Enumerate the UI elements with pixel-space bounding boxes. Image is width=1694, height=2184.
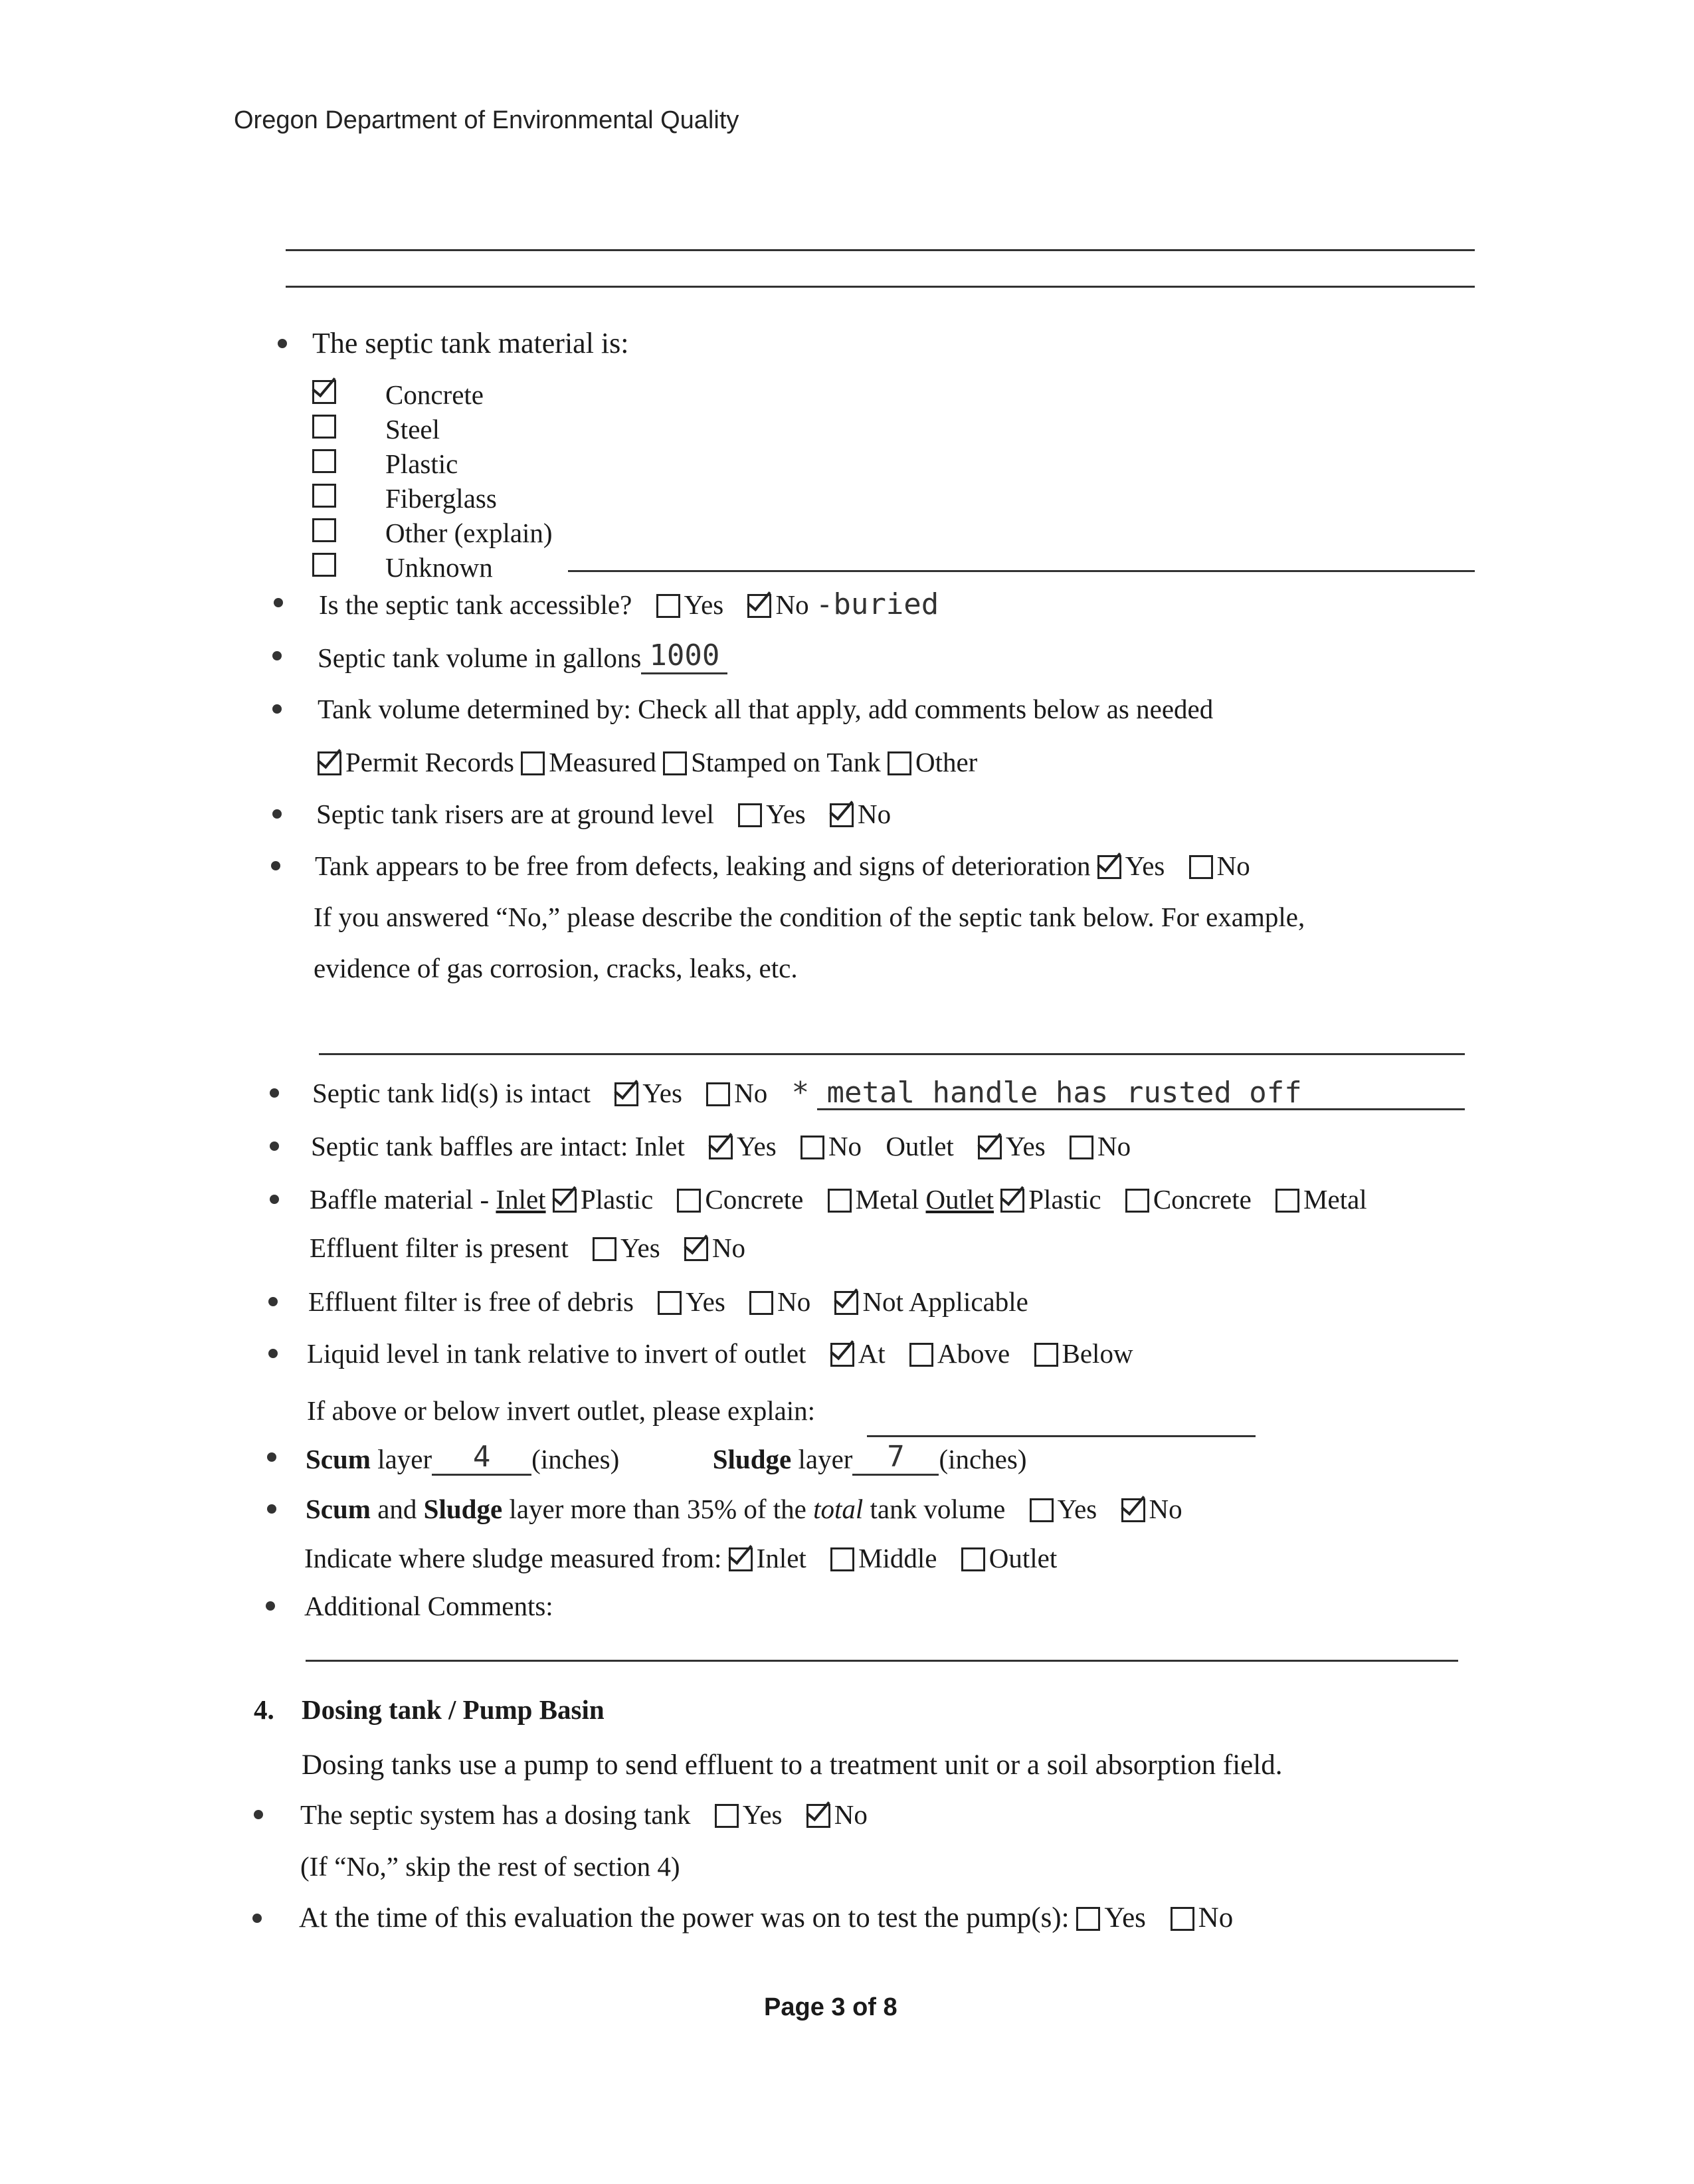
accessible-yes-checkbox[interactable]: [656, 594, 680, 618]
measured-inlet-checkbox[interactable]: [729, 1547, 753, 1571]
lid-yes-label: Yes: [642, 1078, 682, 1108]
dosing-tank-question: The septic system has a dosing tank: [300, 1799, 691, 1830]
baffles-inlet-no-label: No: [828, 1131, 862, 1161]
determined-other-label: Other: [915, 747, 978, 777]
scum-layer-word: layer: [377, 1444, 432, 1474]
document-header: Oregon Department of Environmental Quality: [234, 106, 739, 134]
determined-question: Tank volume determined by: Check all that apply, add comments below as needed: [318, 694, 1214, 724]
bullet: [268, 1297, 278, 1306]
scum-inches: (inches): [531, 1444, 620, 1474]
page-number: Page 3 of 8: [764, 1993, 897, 2021]
determined-stamped-label: Stamped on Tank: [691, 747, 881, 777]
scum-value[interactable]: 4: [472, 1440, 491, 1474]
volume-row: [318, 639, 727, 674]
baffle-outlet-plastic-checkbox[interactable]: [1000, 1189, 1024, 1213]
bullet: [278, 339, 287, 348]
material-fiberglass-checkbox[interactable]: [312, 484, 336, 508]
percent-total: total: [813, 1494, 864, 1524]
filter-row: [310, 1231, 745, 1264]
liquid-at-checkbox[interactable]: [830, 1343, 854, 1367]
liquid-at-label: At: [858, 1338, 886, 1369]
determined-measured-checkbox[interactable]: [521, 751, 545, 775]
defects-yes-checkbox[interactable]: [1097, 855, 1121, 879]
baffles-inlet-yes-checkbox[interactable]: [709, 1136, 733, 1159]
liquid-below-checkbox[interactable]: [1034, 1343, 1058, 1367]
lid-no-label: No: [734, 1078, 768, 1108]
baffle-inlet-plastic-checkbox[interactable]: [553, 1189, 577, 1213]
filter-yes-checkbox[interactable]: [593, 1237, 616, 1261]
measured-from-row: [304, 1541, 1057, 1575]
determined-permit-records-checkbox[interactable]: [318, 751, 341, 775]
divider-line: [286, 286, 1475, 288]
filter-debris-na-label: Not Applicable: [862, 1286, 1028, 1317]
defects-row: [315, 849, 1250, 882]
material-unknown-label: Unknown: [385, 552, 493, 583]
accessible-handwritten-note: -buried: [815, 587, 939, 621]
section4-number: 4.: [254, 1694, 274, 1725]
baffle-inlet-metal-label: Metal: [855, 1184, 919, 1215]
dosing-tank-no-label: No: [834, 1799, 868, 1830]
material-concrete-checkbox[interactable]: [312, 380, 336, 404]
filter-debris-no-checkbox[interactable]: [749, 1291, 773, 1315]
percent-tank-volume: tank volume: [870, 1494, 1006, 1524]
accessible-yes-label: Yes: [684, 589, 724, 620]
determined-measured-label: Measured: [549, 747, 656, 777]
accessible-no-checkbox[interactable]: [747, 594, 771, 618]
measured-middle-label: Middle: [858, 1543, 937, 1573]
baffle-material-prefix: Baffle material -: [310, 1184, 496, 1215]
lid-note-line: [817, 1108, 1465, 1110]
liquid-question: Liquid level in tank relative to invert of outlet: [307, 1338, 806, 1369]
sludge-layer-word: layer: [798, 1444, 853, 1474]
bullet: [272, 704, 282, 714]
lid-question: Septic tank lid(s) is intact: [312, 1078, 591, 1108]
material-steel-checkbox[interactable]: [312, 415, 336, 439]
percent-yes-checkbox[interactable]: [1030, 1498, 1054, 1522]
measured-middle-checkbox[interactable]: [830, 1547, 854, 1571]
baffles-outlet-no-label: No: [1097, 1131, 1131, 1161]
percent-sludge: Sludge: [423, 1494, 503, 1524]
power-no-checkbox[interactable]: [1171, 1907, 1194, 1931]
baffles-outlet-no-checkbox[interactable]: [1070, 1136, 1093, 1159]
bullet: [268, 1349, 278, 1358]
dosing-tank-no-checkbox[interactable]: [806, 1804, 830, 1828]
baffle-outlet-metal-label: Metal: [1303, 1184, 1367, 1215]
material-question: The septic tank material is:: [312, 327, 629, 359]
material-plastic-checkbox[interactable]: [312, 449, 336, 473]
material-unknown-checkbox[interactable]: [312, 553, 336, 577]
baffle-outlet-concrete-checkbox[interactable]: [1125, 1189, 1149, 1213]
liquid-row: [307, 1337, 1133, 1370]
bullet: [272, 651, 282, 660]
defects-describe-line[interactable]: [319, 1053, 1465, 1055]
risers-yes-label: Yes: [766, 799, 806, 829]
bullet: [266, 1601, 275, 1611]
baffles-row: [311, 1130, 1131, 1163]
filter-debris-row: [308, 1285, 1028, 1318]
measured-outlet-checkbox[interactable]: [961, 1547, 985, 1571]
risers-no-checkbox[interactable]: [830, 803, 854, 827]
filter-debris-na-checkbox[interactable]: [834, 1291, 858, 1315]
material-other-checkbox[interactable]: [312, 518, 336, 542]
accessible-question: Is the septic tank accessible?: [319, 589, 632, 620]
filter-debris-yes-label: Yes: [686, 1286, 725, 1317]
percent-no-label: No: [1149, 1494, 1182, 1524]
measured-outlet-label: Outlet: [988, 1543, 1058, 1573]
percent-yes-label: Yes: [1057, 1494, 1097, 1524]
measured-inlet-label: Inlet: [756, 1543, 806, 1573]
layers-row: [306, 1440, 1027, 1476]
percent-scum: Scum: [306, 1494, 371, 1524]
baffles-question: Septic tank baffles are intact: Inlet: [311, 1131, 685, 1161]
power-no-label: No: [1198, 1902, 1234, 1934]
bullet: [267, 1504, 276, 1514]
determined-options-row: [318, 745, 977, 779]
volume-value[interactable]: 1000: [649, 639, 720, 672]
baffle-inlet-plastic-label: Plastic: [580, 1184, 654, 1215]
baffle-outlet-plastic-label: Plastic: [1028, 1184, 1101, 1215]
filter-debris-no-label: No: [777, 1286, 811, 1317]
power-row: [299, 1902, 1233, 1935]
lid-yes-checkbox[interactable]: [614, 1082, 638, 1106]
defects-yes-label: Yes: [1125, 850, 1165, 881]
scum-label: Scum: [306, 1444, 371, 1474]
bullet: [252, 1914, 262, 1923]
baffle-outlet-metal-checkbox[interactable]: [1275, 1189, 1299, 1213]
liquid-above-label: Above: [937, 1338, 1010, 1369]
filter-debris-question: Effluent filter is free of debris: [308, 1286, 634, 1317]
accessible-no-label: No: [775, 589, 809, 620]
risers-yes-checkbox[interactable]: [738, 803, 762, 827]
bullet: [271, 861, 280, 870]
lid-handwritten-note: * metal handle has rusted off: [791, 1076, 1302, 1110]
sludge-inches: (inches): [939, 1444, 1027, 1474]
defects-note-line1: If you answered “No,” please describe the condition of the septic tank below. For example,: [314, 902, 1305, 932]
comments-line[interactable]: [306, 1660, 1458, 1662]
power-yes-checkbox[interactable]: [1076, 1907, 1100, 1931]
lid-row: [312, 1076, 1302, 1110]
determined-stamped-checkbox[interactable]: [663, 751, 687, 775]
bullet: [274, 598, 283, 607]
bullet: [270, 1195, 279, 1204]
lid-no-checkbox[interactable]: [706, 1082, 730, 1106]
filter-debris-yes-checkbox[interactable]: [658, 1291, 682, 1315]
filter-yes-label: Yes: [620, 1233, 660, 1263]
baffles-outlet-yes-label: Yes: [1006, 1131, 1046, 1161]
divider-line: [286, 249, 1475, 251]
liquid-below-label: Below: [1062, 1338, 1133, 1369]
bullet: [272, 809, 282, 819]
baffle-inlet-concrete-checkbox[interactable]: [677, 1189, 701, 1213]
material-steel-label: Steel: [385, 414, 440, 445]
determined-permit-records-label: Permit Records: [345, 747, 514, 777]
percent-row: [306, 1492, 1182, 1526]
defects-note-line2: evidence of gas corrosion, cracks, leaks, etc.: [314, 953, 798, 983]
baffles-outlet-label: Outlet: [886, 1131, 954, 1161]
baffles-inlet-no-checkbox[interactable]: [800, 1136, 824, 1159]
bullet: [270, 1088, 279, 1098]
material-plastic-label: Plastic: [385, 448, 458, 479]
defects-no-checkbox[interactable]: [1189, 855, 1213, 879]
power-question: At the time of this evaluation the power was on to test the pump(s):: [299, 1902, 1070, 1934]
section4-title: Dosing tank / Pump Basin: [302, 1694, 605, 1725]
liquid-above-checkbox[interactable]: [909, 1343, 933, 1367]
material-concrete-label: Concrete: [385, 379, 484, 410]
baffle-inlet-concrete-label: Concrete: [705, 1184, 804, 1215]
accessible-row: [319, 588, 939, 621]
sludge-value[interactable]: 7: [887, 1440, 905, 1474]
baffle-inlet-metal-checkbox[interactable]: [828, 1189, 852, 1213]
section4-description: Dosing tanks use a pump to send effluent to a treatment unit or a soil absorption field.: [302, 1749, 1283, 1781]
risers-no-label: No: [858, 799, 892, 829]
baffles-outlet-yes-checkbox[interactable]: [978, 1136, 1002, 1159]
measured-from-question: Indicate where sludge measured from:: [304, 1543, 722, 1573]
dosing-tank-yes-checkbox[interactable]: [715, 1804, 739, 1828]
other-explain-line[interactable]: [568, 570, 1475, 572]
power-yes-label: Yes: [1104, 1902, 1146, 1934]
defects-no-label: No: [1216, 850, 1250, 881]
filter-question: Effluent filter is present: [310, 1233, 569, 1263]
determined-other-checkbox[interactable]: [888, 751, 911, 775]
volume-question: Septic tank volume in gallons: [318, 643, 642, 673]
liquid-explain-line[interactable]: [867, 1435, 1256, 1437]
filter-no-checkbox[interactable]: [684, 1237, 708, 1261]
material-fiberglass-label: Fiberglass: [385, 483, 497, 514]
additional-comments-label: Additional Comments:: [304, 1591, 553, 1621]
liquid-explain-label: If above or below invert outlet, please explain:: [307, 1395, 816, 1426]
percent-no-checkbox[interactable]: [1121, 1498, 1145, 1522]
risers-row: [316, 797, 891, 831]
bullet: [270, 1142, 279, 1151]
dosing-tank-yes-label: Yes: [742, 1799, 783, 1830]
risers-question: Septic tank risers are at ground level: [316, 799, 714, 829]
bullet: [254, 1810, 263, 1819]
filter-no-label: No: [711, 1233, 746, 1263]
baffle-outlet-concrete-label: Concrete: [1153, 1184, 1252, 1215]
baffle-material-inlet-label: Inlet: [496, 1184, 546, 1215]
baffle-material-row: [310, 1183, 1367, 1216]
dosing-tank-skip-note: (If “No,” skip the rest of section 4): [300, 1851, 680, 1882]
percent-text: layer more than 35% of the: [509, 1494, 806, 1524]
percent-and: and: [377, 1494, 417, 1524]
dosing-tank-row: [300, 1798, 868, 1831]
sludge-label: Sludge: [712, 1444, 792, 1474]
bullet: [267, 1452, 276, 1462]
baffles-inlet-yes-label: Yes: [737, 1131, 777, 1161]
baffle-material-outlet-label: Outlet: [925, 1184, 994, 1215]
defects-question: Tank appears to be free from defects, leaking and signs of deterioration: [315, 850, 1091, 881]
material-other-label: Other (explain): [385, 518, 553, 548]
